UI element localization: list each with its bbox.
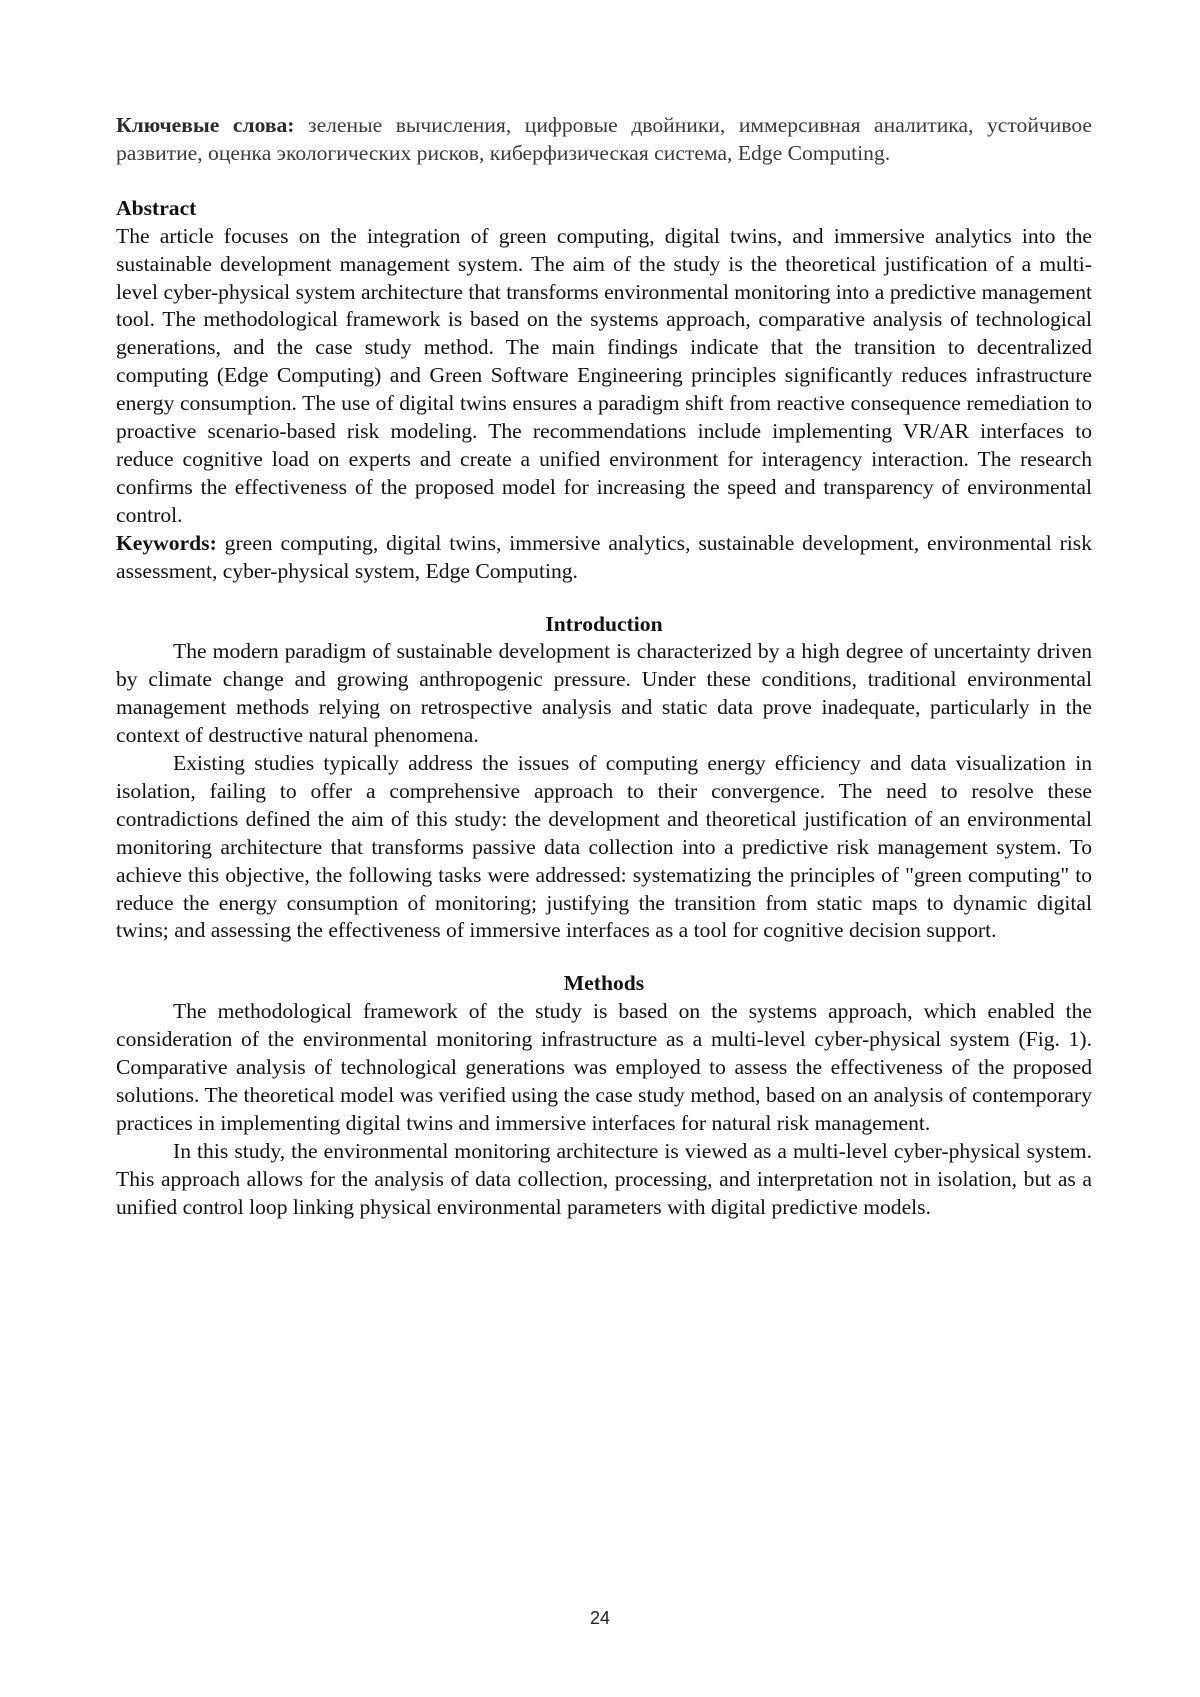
- introduction-paragraph-1: The modern paradigm of sustainable development is characterized by a high degree of uncertainty driven by climate change and growing anthropogenic pressure. Under these conditions, traditional environmental management methods relying on retrospective analysis and static data prove inadequate, particularly in the context of destructive natural phenomena.: [116, 639, 1092, 748]
- methods-heading: Methods: [563, 971, 645, 996]
- keywords-en-label: Keywords:: [116, 530, 217, 555]
- methods-paragraph-2: In this study, the environmental monitoring architecture is viewed as a multi-level cyber-physical system. This approach allows for the analysis of data collection, processing, and interpretation not in isolation, but as a unified control loop linking physical environmental parameters with digital predictive models.: [116, 1138, 1092, 1219]
- abstract-heading: Abstract: [116, 195, 197, 220]
- keywords-ru-paragraph: [116, 112, 1092, 168]
- introduction-paragraph-2: Existing studies typically address the issues of computing energy efficiency and data visualization in isolation, failing to offer a comprehensive approach to their convergence. The need to resolve these contradictions defined the aim of this study: the development and theoretical justification of an environmental monitoring architecture that transforms passive data collection into a predictive risk management system. To achieve this objective, the following tasks were addressed: systematizing the principles of "green computing" to reduce the energy consumption of monitoring; justifying the transition from static maps to dynamic digital twins; and assessing the effectiveness of immersive interfaces as a tool for cognitive decision support.: [116, 751, 1092, 943]
- paper-page: [116, 112, 1092, 1222]
- spacer: [116, 586, 1092, 611]
- spacer: [116, 945, 1092, 970]
- abstract-text: The article focuses on the integration of green computing, digital twins, and immersive analytics into the sustainable development management system. The aim of the study is the theoretical justification of a multi-level cyber-physical system architecture that transforms environmental monitoring into a predictive management tool. The methodological framework is based on the systems approach, comparative analysis of technological generations, and the case study method. The main findings indicate that the transition to decentralized computing (Edge Computing) and Green Software Engineering principles significantly reduces infrastructure energy consumption. The use of digital twins ensures a paradigm shift from reactive consequence remediation to proactive scenario-based risk modeling. The recommendations include implementing VR/AR interfaces to reduce cognitive load on experts and create a unified environment for interagency interaction. The research confirms the effectiveness of the proposed model for increasing the speed and transparency of environmental control.: [116, 223, 1092, 527]
- introduction-heading: Introduction: [545, 611, 663, 636]
- keywords-ru-label: Ключевые слова:: [116, 113, 295, 137]
- methods-paragraph-1: The methodological framework of the study is based on the systems approach, which enabled the consideration of the environmental monitoring infrastructure as a multi-level cyber-physical system (Fig. 1). Comparative analysis of technological generations was employed to assess the effectiveness of the proposed solutions. The theoretical model was verified using the case study method, based on an analysis of contemporary practices in implementing digital twins and immersive interfaces for natural risk management.: [116, 999, 1092, 1135]
- spacer: [116, 168, 1092, 195]
- page-number: 24: [589, 1608, 611, 1628]
- keywords-en-text: green computing, digital twins, immersive analytics, sustainable development, environmental risk assessment, cyber-physical system, Edge Computing.: [116, 530, 1092, 583]
- keywords-ru-text: зеленые вычисления, цифровые двойники, иммерсивная аналитика, устойчивое развитие, оценка экологических рисков, киберфизическая система, Edge Computing.: [116, 113, 1092, 165]
- keywords-en-paragraph: [116, 530, 1092, 586]
